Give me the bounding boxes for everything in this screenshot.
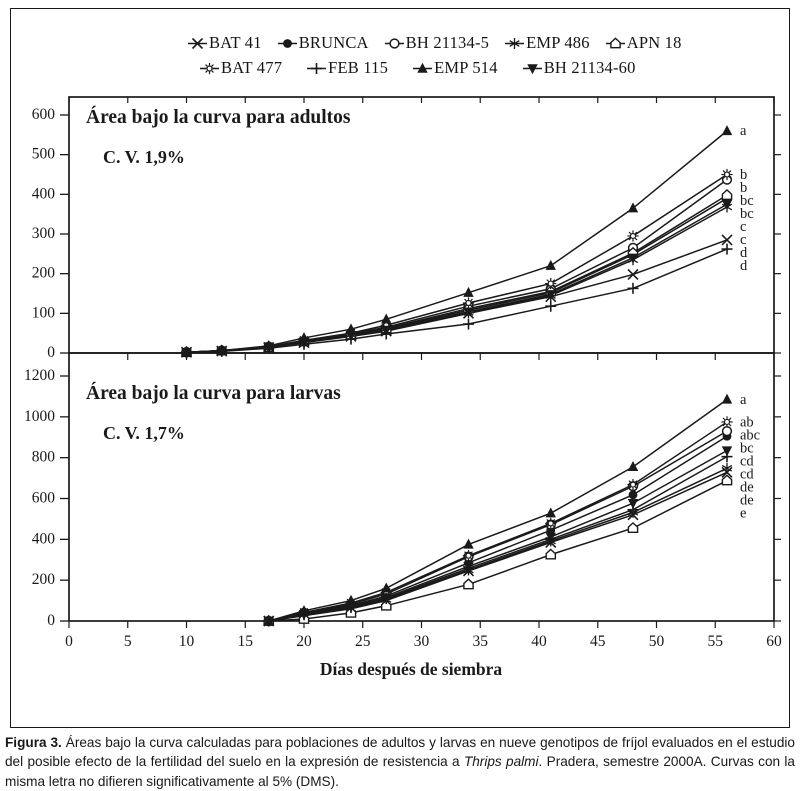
sig-letter-apn-18: bc — [740, 192, 754, 209]
y-tick-label: 1000 — [24, 407, 55, 425]
plus-marker — [722, 244, 733, 255]
x-icon — [187, 36, 208, 51]
house-icon — [605, 36, 626, 51]
plus-marker — [628, 283, 639, 294]
plus-icon — [306, 61, 327, 76]
sun-marker — [545, 278, 556, 289]
legend-label: BH 21134-5 — [405, 33, 490, 52]
circle-filled-marker — [629, 490, 638, 499]
sig-letter-emp-486: de — [740, 479, 754, 496]
series-line-emp-486 — [187, 207, 728, 352]
legend-item-brunca — [277, 33, 369, 53]
series-line-feb-115 — [269, 457, 727, 621]
x-tick-label: 20 — [296, 633, 312, 650]
legend-row-1 — [11, 33, 789, 53]
legend-item-bat-41 — [187, 33, 262, 53]
series-line-apn-18 — [187, 195, 728, 352]
series-line-bat-477 — [269, 422, 727, 621]
sun-marker — [627, 230, 638, 241]
cv-label: C. V. 1,7% — [103, 423, 185, 443]
series-line-bh-21134-5 — [187, 180, 728, 353]
series-emp-514 — [181, 125, 732, 356]
caption-figure-label: Figura 3. — [5, 735, 62, 750]
house-marker — [464, 579, 473, 588]
series-line-brunca — [269, 436, 727, 621]
series-apn-18 — [182, 190, 732, 356]
series-bh-21134-60 — [181, 200, 732, 358]
series-bat-477 — [181, 169, 733, 358]
chart-legend — [11, 33, 789, 83]
sig-letter-bh-21134-60: c — [740, 218, 747, 235]
x-tick-label: 15 — [237, 633, 253, 650]
plot--rea-bajo-la-curva-para-adultos — [32, 97, 781, 361]
series-feb-115 — [181, 244, 733, 359]
charts-svg — [11, 9, 788, 726]
series-line-feb-115 — [187, 249, 728, 353]
x-tick-label: 35 — [472, 633, 488, 650]
triangle-up-marker — [546, 260, 556, 270]
series-brunca — [264, 432, 731, 626]
triangle-up-marker — [381, 583, 391, 593]
x-tick-label: 5 — [123, 633, 132, 650]
triangle-up-marker — [722, 394, 732, 404]
y-tick-label: 100 — [31, 304, 55, 322]
y-tick-label: 800 — [31, 448, 55, 466]
sun-marker — [204, 62, 215, 73]
sig-letter-feb-115: cd — [740, 466, 754, 483]
y-tick-label: 400 — [31, 185, 55, 203]
y-tick-label: 600 — [31, 489, 55, 507]
circle-open-icon — [384, 36, 405, 51]
sig-letter-bh-21134-5: abc — [740, 427, 761, 444]
sig-letter-bat-41: de — [740, 492, 754, 509]
circle-filled-icon — [277, 36, 298, 51]
asterisk-icon — [504, 36, 525, 51]
x-tick-label: 25 — [355, 633, 371, 650]
y-tick-label: 300 — [31, 225, 55, 243]
triangle-up-marker — [722, 125, 732, 135]
legend-label: BAT 477 — [221, 58, 283, 77]
y-tick-label: 0 — [47, 344, 55, 362]
x-tick-label: 50 — [648, 633, 665, 650]
legend-label: EMP 514 — [434, 58, 498, 77]
y-tick-label: 400 — [31, 530, 55, 548]
legend-label: FEB 115 — [328, 58, 389, 77]
sun-marker — [463, 297, 474, 308]
x-axis-title: Días después de siembra — [319, 659, 503, 679]
series-line-bh-21134-5 — [269, 431, 727, 621]
sig-letter-feb-115: d — [740, 257, 748, 274]
triangle-up-marker — [546, 507, 556, 517]
series-bat-41 — [264, 467, 732, 626]
triangle-up-icon — [412, 61, 433, 76]
triangle-up-marker — [417, 62, 427, 72]
legend-item-emp-486 — [504, 33, 590, 53]
circle-open-marker — [723, 427, 732, 436]
triangle-up-marker — [628, 202, 638, 212]
x-marker — [628, 269, 638, 279]
series-line-bh-21134-60 — [269, 451, 727, 621]
legend-label: EMP 486 — [526, 33, 590, 52]
legend-label: BAT 41 — [209, 33, 262, 52]
plus-marker — [463, 319, 474, 330]
sig-letter-brunca: bc — [740, 205, 754, 222]
caption-text-before: Áreas bajo la curva calculadas para poblaciones de adultos y larvas en nueve genotipos de fríjol evaluados en el estudio del posible efecto de la fertilidad del suelo en la expresión de resistencia a — [5, 735, 795, 770]
series-line-bh-21134-60 — [187, 204, 728, 352]
x-tick-label: 45 — [590, 633, 606, 650]
house-marker — [628, 523, 637, 532]
sun-icon — [199, 61, 220, 76]
sig-letter-emp-486: c — [740, 231, 747, 248]
sun-marker — [721, 169, 732, 180]
cv-label: C. V. 1,9% — [103, 147, 185, 167]
legend-item-bh-21134-5 — [384, 33, 489, 53]
x-tick-label: 10 — [178, 633, 195, 650]
sun-marker — [627, 479, 638, 490]
legend-label: APN 18 — [626, 33, 682, 52]
figure-caption — [5, 733, 795, 791]
y-tick-label: 1200 — [24, 367, 55, 385]
y-tick-label: 600 — [31, 106, 55, 124]
sig-letter-apn-18: e — [740, 505, 747, 522]
series-bh-21134-60 — [264, 446, 733, 626]
circle-open-marker — [390, 39, 399, 48]
legend-label: BH 21134-60 — [543, 58, 636, 77]
series-line-emp-514 — [187, 131, 728, 352]
triangle-up-marker — [628, 461, 638, 471]
sun-marker — [545, 518, 556, 529]
legend-row-2 — [11, 58, 789, 78]
house-marker — [722, 190, 731, 199]
legend-item-feb-115 — [306, 58, 388, 78]
figure-box — [10, 8, 790, 728]
sig-letter-brunca: bc — [740, 440, 754, 457]
sig-letter-bat-477: ab — [740, 414, 754, 431]
plus-marker — [545, 301, 556, 312]
legend-item-bat-477 — [199, 58, 282, 78]
series-brunca — [182, 194, 731, 357]
legend-item-emp-514 — [412, 58, 498, 78]
x-tick-label: 55 — [707, 633, 723, 650]
house-marker — [722, 475, 731, 484]
series-line-brunca — [187, 198, 728, 352]
series-emp-514 — [264, 394, 733, 626]
house-marker — [611, 38, 620, 47]
sun-marker — [721, 416, 732, 427]
y-tick-label: 500 — [31, 145, 55, 163]
chart-title: Área bajo la curva para larvas — [86, 383, 341, 404]
series-apn-18 — [264, 475, 731, 625]
y-tick-label: 200 — [31, 264, 55, 282]
x-tick-label: 0 — [65, 633, 73, 650]
sig-letter-bh-21134-60: cd — [740, 453, 754, 470]
legend-item-bh-21134-60 — [522, 58, 636, 78]
sig-letter-bh-21134-5: b — [740, 179, 748, 196]
legend-item-apn-18 — [605, 33, 682, 53]
y-tick-label: 200 — [31, 571, 55, 589]
triangle-down-marker — [527, 64, 537, 74]
sig-letter-emp-514: a — [740, 123, 747, 140]
sig-letter-bat-41: d — [740, 244, 748, 261]
house-marker — [546, 549, 555, 558]
triangle-down-icon — [522, 61, 543, 76]
series-bat-477 — [263, 416, 732, 626]
sun-marker — [463, 550, 474, 561]
x-axis — [65, 633, 782, 679]
plus-marker — [311, 63, 322, 74]
legend-label: BRUNCA — [298, 33, 369, 52]
caption-species-italic: Thrips palmi — [463, 754, 539, 770]
circle-filled-marker — [283, 39, 292, 48]
triangle-down-marker — [722, 446, 732, 456]
plot--rea-bajo-la-curva-para-larvas — [24, 353, 781, 629]
sig-letter-bat-477: b — [740, 166, 748, 183]
sig-letter-emp-514: a — [740, 391, 747, 408]
x-tick-label: 60 — [766, 633, 782, 650]
y-tick-label: 0 — [47, 612, 55, 630]
x-tick-label: 30 — [413, 633, 430, 650]
caption-text-after: . Pradera, semestre 2000A. Curvas con la misma letra no difieren significativamente al 5% (DMS). — [5, 754, 795, 789]
x-tick-label: 40 — [531, 633, 547, 650]
plot-frame — [69, 97, 774, 353]
series-bh-21134-5 — [182, 175, 731, 356]
series-bh-21134-5 — [264, 427, 731, 626]
x-marker — [722, 235, 732, 245]
series-line-emp-514 — [269, 399, 727, 621]
chart-title: Área bajo la curva para adultos — [86, 107, 351, 128]
